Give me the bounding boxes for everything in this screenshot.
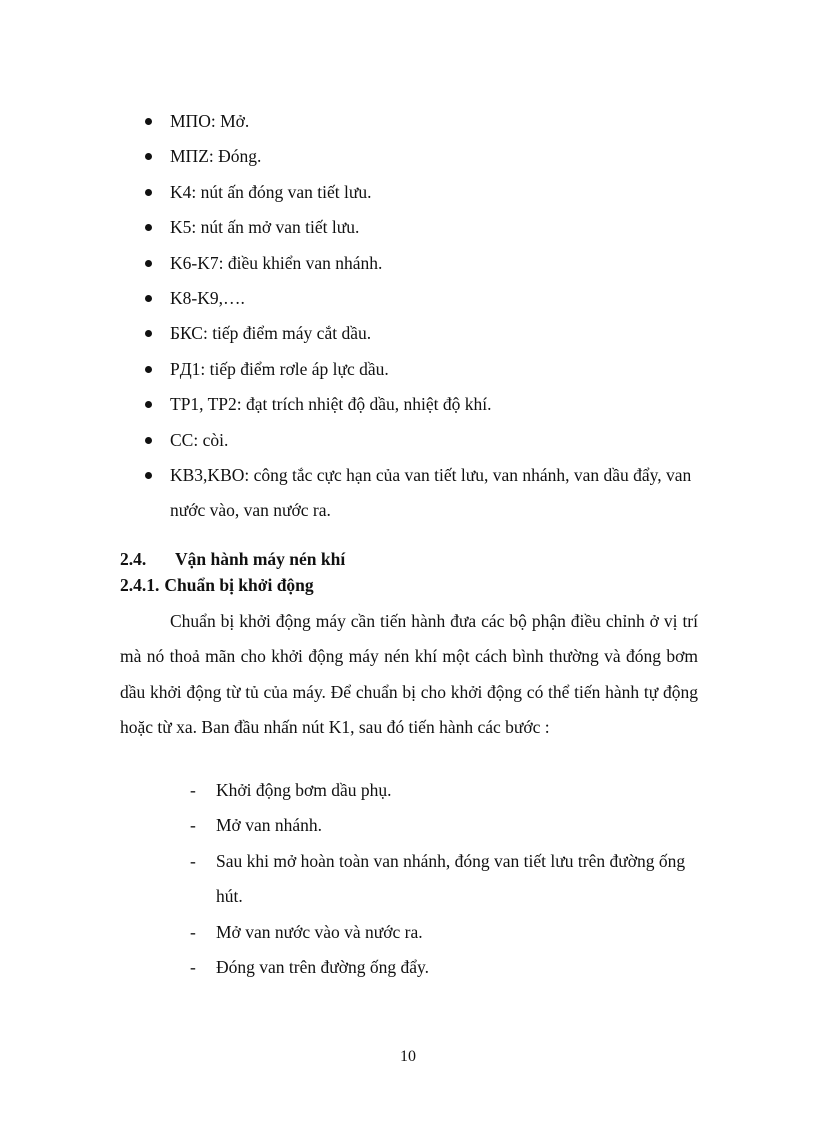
bullet-dot-icon (145, 224, 152, 231)
dash-marker: - (190, 780, 196, 800)
list-item (190, 808, 698, 843)
dash-marker: - (190, 921, 196, 942)
dash-marker: - (190, 850, 196, 871)
list-item (120, 352, 700, 387)
bullet-dot-icon (145, 295, 152, 302)
list-item-text: K5: nút ấn mở van tiết lưu. (170, 217, 360, 238)
list-item (120, 210, 700, 245)
list-item-text: Sau khi mở hoàn toàn van nhánh, đóng van tiết lưu trên đường ống hút. (216, 850, 686, 907)
list-item-text: БКС: tiếp điểm máy cắt dầu. (170, 323, 372, 344)
startup-steps-list (190, 773, 698, 985)
list-item (120, 281, 700, 316)
subsection-title: Chuẩn bị khởi động (164, 575, 314, 595)
dash-marker: - (190, 815, 196, 836)
list-item (120, 246, 700, 281)
list-item-text: CC: còi. (170, 429, 229, 450)
list-item (120, 139, 700, 174)
body-paragraph: Chuẩn bị khởi động máy cần tiến hành đưa các bộ phận điều chỉnh ở vị trí mà nó thoả mãn cho khởi động máy nén khí một cách bình thường và đóng bơm dầu khởi động từ tủ của máy. Để chuẩn bị cho khởi động có thể tiến hành tự động hoặc từ xa. Ban đầu nhấn nút K1, sau đó tiến hành các bước : (120, 611, 698, 738)
list-item-text: PД1: tiếp điểm rơle áp lực dầu. (170, 358, 389, 379)
bullet-dot-icon (145, 189, 152, 196)
subsection-number: 2.4.1. (120, 575, 160, 595)
list-item (120, 423, 700, 458)
list-item-text: K4: nút ấn đóng van tiết lưu. (170, 181, 372, 202)
list-item-text: Mở van nhánh. (216, 815, 322, 836)
list-item-text: Mở van nước vào và nước ra. (216, 921, 423, 942)
bullet-dot-icon (145, 472, 152, 479)
list-item (190, 950, 698, 985)
list-item (120, 175, 700, 210)
dash-marker: - (190, 957, 196, 978)
section-heading (120, 546, 345, 572)
list-item-text: TP1, TP2: đạt trích nhiệt độ dầu, nhiệt độ khí. (170, 394, 492, 415)
list-item-text: KB3,KBO: công tắc cực hạn của van tiết lưu, van nhánh, van dầu đẩy, van nước vào, van nước ra. (170, 465, 692, 521)
bullet-dot-icon (145, 330, 152, 337)
list-item-text: K6-K7: điều khiển van nhánh. (170, 252, 383, 273)
list-item-text: MПZ: Đóng. (170, 146, 262, 167)
subsection-heading (120, 572, 314, 598)
list-item (190, 915, 698, 950)
bullet-dot-icon (145, 153, 152, 160)
list-item (190, 773, 698, 808)
list-item (120, 316, 700, 351)
bullet-dot-icon (145, 401, 152, 408)
list-item (190, 844, 698, 915)
list-item-text: MПО: Mở. (170, 111, 250, 131)
bullet-dot-icon (145, 437, 152, 444)
list-item (120, 458, 700, 529)
list-item-text: Khởi động bơm dầu phụ. (216, 780, 392, 800)
list-item (120, 387, 700, 422)
list-item-text: K8-K9,…. (170, 288, 245, 309)
legend-bullet-list (120, 104, 700, 529)
section-number: 2.4. (120, 549, 147, 569)
list-item-text: Đóng van trên đường ống đẩy. (216, 957, 429, 978)
page-number: 10 (400, 1048, 416, 1065)
bullet-dot-icon (145, 118, 152, 125)
bullet-dot-icon (145, 366, 152, 373)
list-item (120, 104, 700, 139)
section-title: Vận hành máy nén khí (175, 549, 346, 569)
bullet-dot-icon (145, 260, 152, 267)
